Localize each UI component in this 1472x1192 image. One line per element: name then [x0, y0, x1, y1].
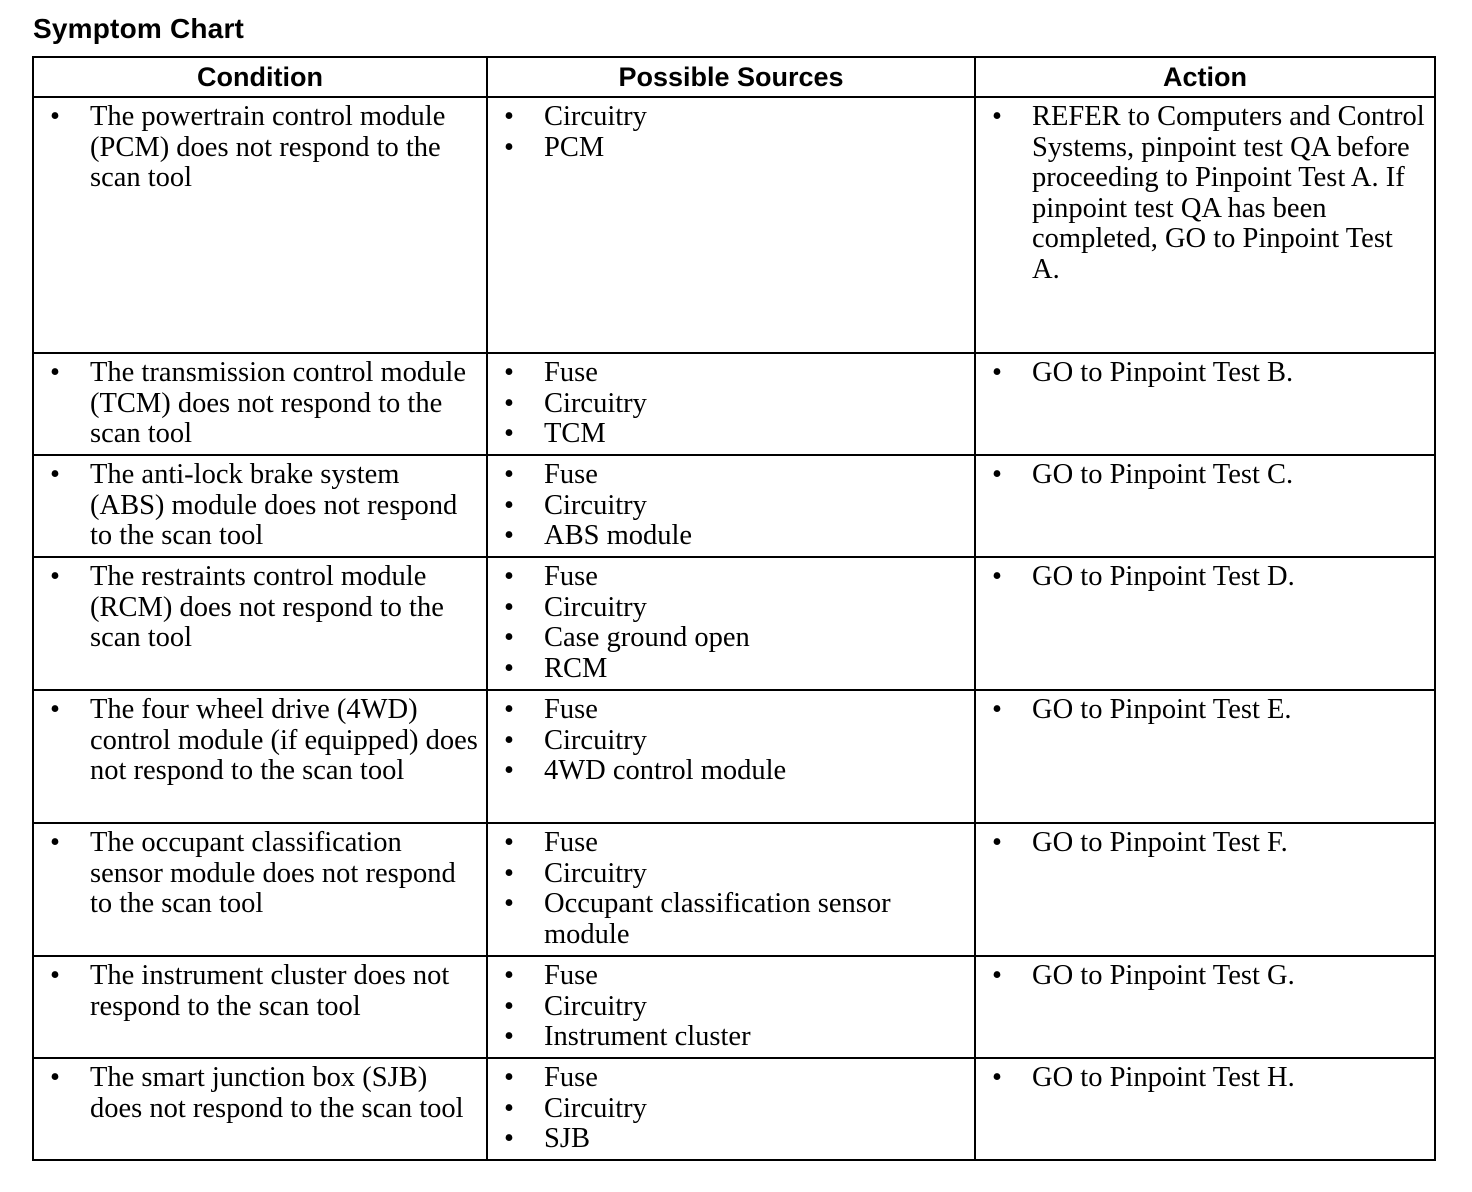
source-item: • Fuse — [500, 460, 966, 491]
condition-text: • The instrument cluster does not respond to the scan tool — [46, 961, 478, 1022]
source-item: • Circuitry — [500, 859, 966, 890]
header-action: Action — [975, 57, 1435, 97]
action-text: • REFER to Computers and Control Systems, pinpoint test QA before proceeding to Pinpoint Test A. If pinpoint test QA has been completed, GO to Pinpoint Test A. — [988, 102, 1426, 286]
condition-cell — [33, 455, 487, 557]
source-item: • Circuitry — [500, 389, 966, 420]
action-cell — [975, 956, 1435, 1058]
action-cell — [975, 557, 1435, 690]
source-item: • TCM — [500, 419, 966, 450]
source-item: • 4WD control module — [500, 756, 966, 787]
condition-cell — [33, 956, 487, 1058]
source-item: • Occupant classification sensor module — [500, 889, 966, 950]
action-text: • GO to Pinpoint Test F. — [988, 828, 1426, 859]
source-item: • Circuitry — [500, 593, 966, 624]
action-cell — [975, 97, 1435, 353]
action-text: • GO to Pinpoint Test D. — [988, 562, 1426, 593]
condition-text: • The transmission control module (TCM) does not respond to the scan tool — [46, 358, 478, 450]
sources-cell — [487, 1058, 975, 1160]
table-row — [33, 455, 1435, 557]
source-item: • Fuse — [500, 1063, 966, 1094]
condition-cell — [33, 97, 487, 353]
table-row — [33, 1058, 1435, 1160]
source-item: • Fuse — [500, 695, 966, 726]
condition-cell — [33, 823, 487, 956]
sources-cell — [487, 823, 975, 956]
condition-cell — [33, 353, 487, 455]
condition-text: • The occupant classification sensor module does not respond to the scan tool — [46, 828, 478, 920]
action-text: • GO to Pinpoint Test H. — [988, 1063, 1426, 1094]
table-row — [33, 353, 1435, 455]
action-text: • GO to Pinpoint Test C. — [988, 460, 1426, 491]
source-item: • Circuitry — [500, 992, 966, 1023]
condition-text: • The four wheel drive (4WD) control module (if equipped) does not respond to the scan tool — [46, 695, 478, 787]
sources-cell — [487, 455, 975, 557]
source-item: • Circuitry — [500, 1094, 966, 1125]
source-item: • Fuse — [500, 828, 966, 859]
action-cell — [975, 1058, 1435, 1160]
header-possible-sources: Possible Sources — [487, 57, 975, 97]
sources-cell — [487, 353, 975, 455]
condition-text: • The anti-lock brake system (ABS) module does not respond to the scan tool — [46, 460, 478, 552]
table-row — [33, 97, 1435, 353]
condition-cell — [33, 1058, 487, 1160]
sources-cell — [487, 956, 975, 1058]
table-row — [33, 557, 1435, 690]
table-header-row — [33, 57, 1435, 97]
source-item: • Circuitry — [500, 102, 966, 133]
source-item: • Instrument cluster — [500, 1022, 966, 1053]
sources-cell — [487, 557, 975, 690]
condition-cell — [33, 690, 487, 823]
source-item: • Case ground open — [500, 623, 966, 654]
table-row — [33, 823, 1435, 956]
source-item: • Fuse — [500, 358, 966, 389]
source-item: • Fuse — [500, 961, 966, 992]
source-item: • ABS module — [500, 521, 966, 552]
header-condition: Condition — [33, 57, 487, 97]
source-item: • SJB — [500, 1124, 966, 1155]
source-item: • Circuitry — [500, 726, 966, 757]
action-cell — [975, 823, 1435, 956]
condition-cell — [33, 557, 487, 690]
action-text: • GO to Pinpoint Test E. — [988, 695, 1426, 726]
page-title: Symptom Chart — [33, 13, 245, 44]
action-text: • GO to Pinpoint Test B. — [988, 358, 1426, 389]
action-text: • GO to Pinpoint Test G. — [988, 961, 1426, 992]
source-item: • Circuitry — [500, 491, 966, 522]
action-cell — [975, 690, 1435, 823]
source-item: • Fuse — [500, 562, 966, 593]
source-item: • PCM — [500, 133, 966, 164]
action-cell — [975, 353, 1435, 455]
table-row — [33, 690, 1435, 823]
condition-text: • The smart junction box (SJB) does not respond to the scan tool — [46, 1063, 478, 1124]
source-item: • RCM — [500, 654, 966, 685]
symptom-table — [32, 56, 1436, 1161]
condition-text: • The powertrain control module (PCM) does not respond to the scan tool — [46, 102, 478, 194]
table-row — [33, 956, 1435, 1058]
sources-cell — [487, 690, 975, 823]
action-cell — [975, 455, 1435, 557]
condition-text: • The restraints control module (RCM) does not respond to the scan tool — [46, 562, 478, 654]
sources-cell — [487, 97, 975, 353]
